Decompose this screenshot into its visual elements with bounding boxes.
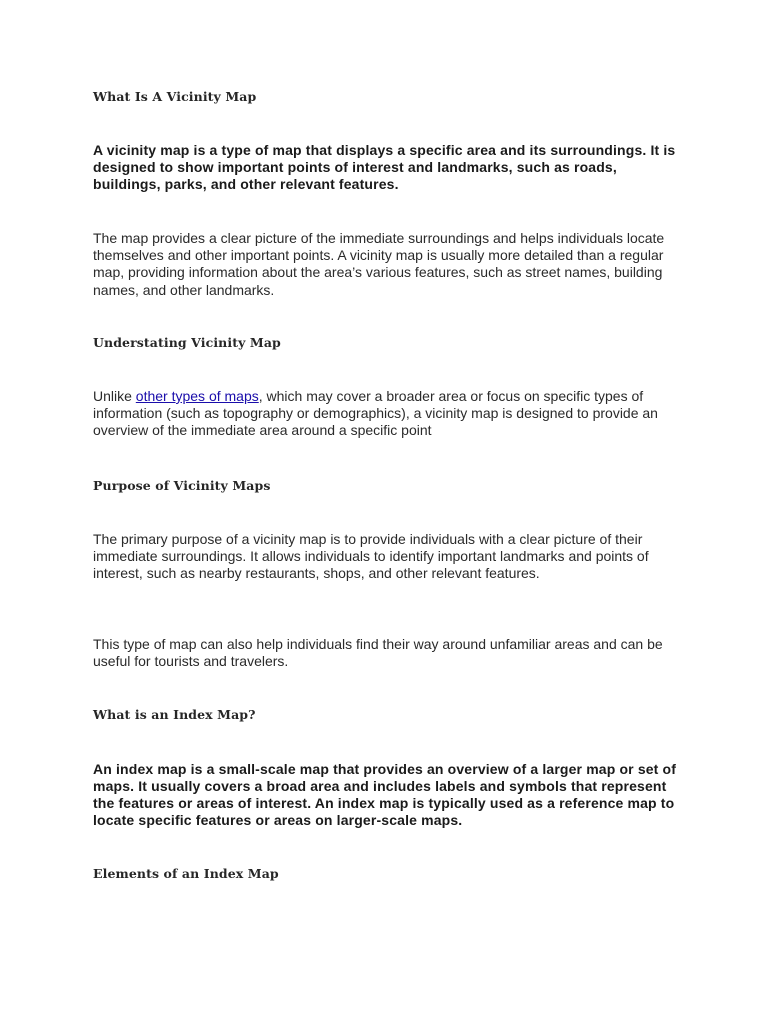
vicinity-map-definition-paragraph: A vicinity map is a type of map that displays a specific area and its surroundings. It is designed to show important points of interest and landmarks, such as roads, buildings, parks, and other relevant features.: [93, 142, 676, 192]
comparison-text-end: , which may cover a broader area or focus on specific types of information (such as topography or demographics), a vicinity map is designed to provide an overview of the immediate area around a specific point: [93, 388, 658, 439]
heading-understating-vicinity-map: Understating Vicinity Map: [93, 335, 281, 350]
vicinity-map-usefulness-paragraph: This type of map can also help individuals find their way around unfamiliar areas and can be useful for tourists and travelers.: [93, 636, 663, 670]
index-map-definition-paragraph: An index map is a small-scale map that provides an overview of a larger map or set of maps. It usually covers a broad area and includes labels and symbols that represent the features or areas of interest. An index map is typically used as a reference map to locate specific features or areas on larger-scale maps.: [93, 761, 677, 828]
vicinity-map-purpose-paragraph: The primary purpose of a vicinity map is to provide individuals with a clear picture of their immediate surroundings. It allows individuals to identify important landmarks and points of interest, such as nearby restaurants, shops, and other relevant features.: [93, 531, 649, 582]
heading-elements-of-index-map: Elements of an Index Map: [93, 866, 279, 881]
vicinity-map-comparison-paragraph: [93, 388, 683, 440]
comparison-text-start: Unlike: [93, 388, 136, 404]
heading-purpose-of-vicinity-maps: Purpose of Vicinity Maps: [93, 478, 271, 493]
heading-what-is-index-map: What is an Index Map?: [93, 707, 256, 722]
vicinity-map-description-paragraph: The map provides a clear picture of the immediate surroundings and helps individuals locate themselves and other important points. A vicinity map is usually more detailed than a regular map, providing information about the area’s various features, such as street names, building names, and other landmarks.: [93, 230, 665, 298]
other-types-of-maps-link[interactable]: other types of maps: [135, 388, 259, 404]
heading-what-is-vicinity-map: What Is A Vicinity Map: [93, 89, 257, 104]
